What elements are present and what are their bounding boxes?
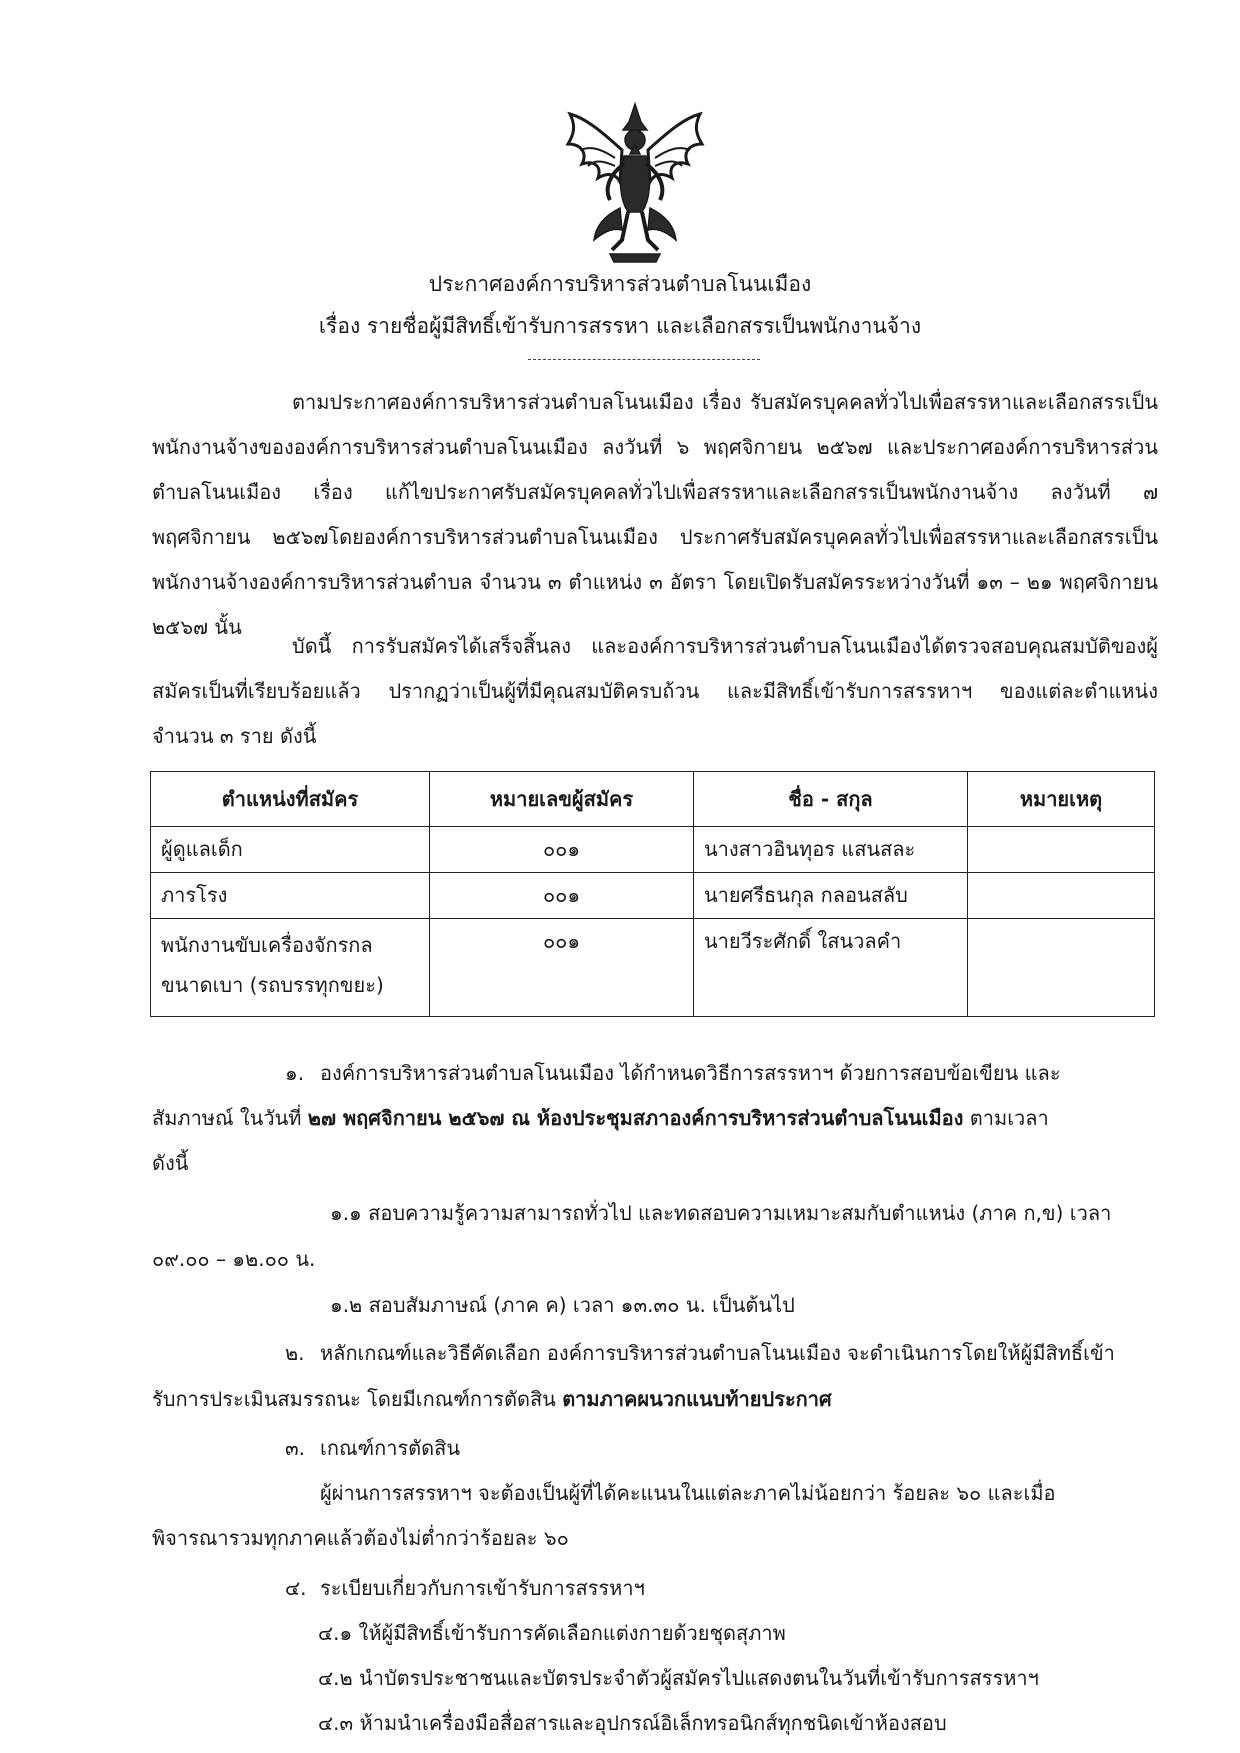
cell-note <box>968 873 1155 919</box>
section-4-3: ๔.๓ ห้ามนำเครื่องมือสื่อสารและอุปกรณ์อิเล็กทรอนิกส์ทุกชนิดเข้าห้องสอบ <box>318 1711 947 1735</box>
table-header-row <box>151 772 1155 827</box>
section-1-line-b: สัมภาษณ์ ในวันที่ ๒๗ พฤศจิกายน ๒๕๖๗ ณ ห้องประชุมสภาองค์การบริหารส่วนตำบลโนนเมือง ตามเวลา <box>152 1106 1049 1130</box>
announcement-subject: เรื่อง รายชื่อผู้มีสิทธิ์เข้ารับการสรรหา และเลือกสรรเป็นพนักงานจ้าง <box>318 314 922 338</box>
intro-paragraph-2: บัดนี้ การรับสมัครได้เสร็จสิ้นลง และองค์การบริหารส่วนตำบลโนนเมืองได้ตรวจสอบคุณสมบัติของผู้สมัครเป็นที่เรียบร้อยแล้ว ปรากฏว่าเป็นผู้ที่มีคุณสมบัติครบถ้วน และมีสิทธิ์เข้ารับการสรรหาฯ ของแต่ละตำแหน่ง จำนวน ๓ ราย ดังนี้ <box>152 634 1158 748</box>
criteria-appendix-note: ตามภาคผนวกแนบท้ายประกาศ <box>562 1387 832 1411</box>
section-1-2: ๑.๒ สอบสัมภาษณ์ (ภาค ค) เวลา ๑๓.๓๐ น. เป็นต้นไป <box>330 1293 795 1317</box>
header-applicant-number: หมายเลขผู้สมัคร <box>430 772 694 827</box>
section-3-line-a: ผู้ผ่านการสรรหาฯ จะต้องเป็นผู้ที่ได้คะแนนในแต่ละภาคไม่น้อยกว่า ร้อยละ ๖๐ และเมื่อ <box>320 1481 1056 1505</box>
title-divider <box>528 359 760 360</box>
cell-position: ภารโรง <box>151 873 430 919</box>
header-position: ตำแหน่งที่สมัคร <box>151 772 430 827</box>
table-row <box>151 873 1155 919</box>
section-4-number: ๔. <box>285 1576 307 1600</box>
section-3-line-b: พิจารณารวมทุกภาคแล้วต้องไม่ต่ำกว่าร้อยละ ๖๐ <box>152 1526 569 1550</box>
header-remarks: หมายเหตุ <box>968 772 1155 827</box>
cell-number: ๐๐๑ <box>430 919 694 1017</box>
section-4-1: ๔.๑ ให้ผู้มีสิทธิ์เข้ารับการคัดเลือกแต่งกายด้วยชุดสุภาพ <box>318 1621 786 1645</box>
announcement-title: ประกาศองค์การบริหารส่วนตำบลโนนเมือง <box>428 272 812 296</box>
cell-number: ๐๐๑ <box>430 827 694 873</box>
section-1-1-line-b: ๐๙.๐๐ – ๑๒.๐๐ น. <box>152 1247 316 1271</box>
section-4-heading: ระเบียบเกี่ยวกับการเข้ารับการสรรหาฯ <box>320 1576 645 1600</box>
section-2-line-a: หลักเกณฑ์และวิธีคัดเลือก องค์การบริหารส่วนตำบลโนนเมือง จะดำเนินการโดยให้ผู้มีสิทธิ์เข้า <box>320 1341 1115 1365</box>
section-3-heading: เกณฑ์การตัดสิน <box>320 1436 461 1460</box>
section-1-1-line-a: ๑.๑ สอบความรู้ความสามารถทั่วไป และทดสอบความเหมาะสมกับตำแหน่ง (ภาค ก,ข) เวลา <box>330 1201 1112 1225</box>
table-row <box>151 827 1155 873</box>
section-1-number: ๑. <box>285 1061 305 1085</box>
cell-position: ผู้ดูแลเด็ก <box>151 827 430 873</box>
table-row <box>151 919 1155 1017</box>
section-2-number: ๒. <box>285 1341 305 1365</box>
intro-paragraph-1: ตามประกาศองค์การบริหารส่วนตำบลโนนเมือง เรื่อง รับสมัครบุคคลทั่วไปเพื่อสรรหาและเลือกสรรเป็นพนักงานจ้างขององค์การบริหารส่วนตำบลโนนเมือง ลงวันที่ ๖ พฤศจิกายน ๒๕๖๗ และประกาศองค์การบริหารส่วนตำบลโนนเมือง เรื่อง แก้ไขประกาศรับสมัครบุคคลทั่วไปเพื่อสรรหาและเลือกสรรเป็นพนักงานจ้าง ลงวันที่ ๗ พฤศจิกายน ๒๕๖๗โดยองค์การบริหารส่วนตำบลโนนเมือง ประกาศรับสมัครบุคคลทั่วไปเพื่อสรรหาและเลือกสรรเป็นพนักงานจ้างองค์การบริหารส่วนตำบล จำนวน ๓ ตำแหน่ง ๓ อัตรา โดยเปิดรับสมัครระหว่างวันที่ ๑๓ – ๒๑ พฤศจิกายน ๒๕๖๗ นั้น <box>152 390 1158 639</box>
section-2-line-b: รับการประเมินสมรรถนะ โดยมีเกณฑ์การตัดสิน ตามภาคผนวกแนบท้ายประกาศ <box>152 1387 832 1411</box>
exam-date-venue: ๒๗ พฤศจิกายน ๒๕๖๗ ณ ห้องประชุมสภาองค์การบริหารส่วนตำบลโนนเมือง <box>307 1106 964 1130</box>
section-4-2: ๔.๒ นำบัตรประชาชนและบัตรประจำตัวผู้สมัครไปแสดงตนในวันที่เข้ารับการสรรหาฯ <box>318 1666 1039 1690</box>
cell-name: นายวีระศักดิ์ ใสนวลคำ <box>694 919 968 1017</box>
cell-note <box>968 827 1155 873</box>
section-1-line-d: ดังนี้ <box>152 1151 189 1175</box>
section-1-line-a: องค์การบริหารส่วนตำบลโนนเมือง ได้กำหนดวิธีการสรรหาฯ ด้วยการสอบข้อเขียน และ <box>320 1061 1061 1085</box>
cell-note <box>968 919 1155 1017</box>
section-3-number: ๓. <box>285 1436 306 1460</box>
cell-name: นางสาวอินทุอร แสนสละ <box>694 827 968 873</box>
cell-name: นายศรีธนกุล กลอนสลับ <box>694 873 968 919</box>
cell-number: ๐๐๑ <box>430 873 694 919</box>
garuda-emblem-icon <box>560 100 710 265</box>
cell-position: พนักงานขับเครื่องจักรกลขนาดเบา (รถบรรทุกขยะ) <box>151 919 430 1017</box>
header-full-name: ชื่อ - สกุล <box>694 772 968 827</box>
candidate-table <box>150 771 1155 1017</box>
